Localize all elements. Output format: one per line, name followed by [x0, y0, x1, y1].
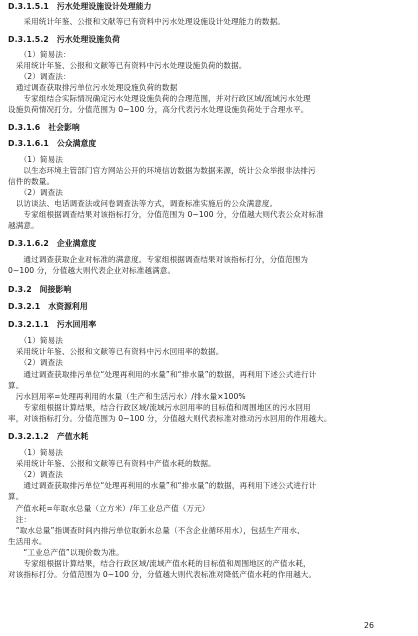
body-text-line: 设施负荷情况打分。分值范围为 0~100 分，高分代表污水处理设施负荷处于合理水平。	[8, 105, 309, 114]
body-text-line: （2）调查法	[8, 470, 63, 479]
body-text-line: “工业总产值”以现价数为准。	[8, 548, 124, 557]
page-number: 26	[364, 621, 374, 630]
body-text-line: （1）简易法	[8, 336, 63, 345]
body-text-line: （2）调查法：	[8, 72, 71, 81]
section-heading: D.3.1.5.2 污水处理设施负荷	[8, 35, 120, 44]
body-text-line: 污水回用率=处理再利用的水量（生产和生活污水）/排水量×100%	[8, 392, 246, 401]
body-text-line: 0~100 分，分值越大则代表企业对标准越满意。	[8, 266, 176, 275]
body-text-line: 算。	[8, 381, 24, 390]
body-text-line: （1）简易法	[8, 448, 63, 457]
body-text-line: 注：	[8, 515, 32, 524]
body-text-line: 通过调查获取企业对标准的满意度。专家组根据调查结果对该指标打分，分值范围为	[8, 255, 309, 264]
section-heading: D.3.1.6.2 企业满意度	[8, 239, 97, 248]
body-text-line: （2）调查法	[8, 358, 63, 367]
section-heading: D.3.2.1.2 产值水耗	[8, 432, 89, 441]
section-heading: D.3.2.1 水资源利用	[8, 302, 88, 311]
body-text-line: 采用统计年鉴、公报和文献等已有资料中产值水耗的数据。	[8, 459, 216, 468]
section-heading: D.3.1.6 社会影响	[8, 123, 80, 132]
body-text-line: 采用统计年鉴、公报和文献等已有资料中污水回用率的数据。	[8, 347, 224, 356]
body-text-line: 生活用水。	[8, 537, 47, 546]
section-heading: D.3.2 间接影响	[8, 285, 72, 294]
section-heading: D.3.1.6.1 公众满意度	[8, 139, 97, 148]
body-text-line: （1）简易法：	[8, 50, 71, 59]
body-text-line: 通过调查获取排污单位“处理再利用的水量”和“排水量”的数据，再利用下述公式进行计	[8, 370, 317, 379]
body-text-line: 以生态环境主管部门官方网站公开的环境信访数据为数据来源，统计公众举报非法排污	[8, 166, 316, 175]
body-text-line: 采用统计年鉴、公报和文献等已有资料中污水处理设施负荷的数据。	[8, 61, 247, 70]
body-text-line: 越满意。	[8, 221, 39, 230]
body-text-line: 专家组根据调查结果对该指标打分，分值范围为 0~100 分，分值越大则代表公众对标准	[8, 210, 324, 219]
body-text-line: 产值水耗=年取水总量（立方米）/年工业总产值（万元）	[8, 504, 210, 513]
body-text-line: 专家组根据计算结果，结合行政区域/流域污水回用率的目标值和周围地区的污水回用	[8, 403, 311, 412]
body-text-line: 对该指标打分。分值范围为 0~100 分，分值越大则代表标准对降低产值水耗的作用越大。	[8, 570, 317, 579]
body-text-line: 通过调查获取排污单位“处理再利用的水量”和“排水量”的数据，再利用下述公式进行计	[8, 481, 317, 490]
section-heading: D.3.1.5.1 污水处理设施设计处理能力	[8, 2, 152, 11]
body-text-line: 专家组根据计算结果，结合行政区域/流域产值水耗的目标值和周围地区的产值水耗，	[8, 559, 311, 568]
body-text-line: “取水总量”指调查时间内排污单位取新水总量（不含企业循环用水），包括生产用水、	[8, 526, 305, 535]
body-text-line: 信件的数量。	[8, 177, 55, 186]
body-text-line: 率，对该指标打分。分值范围为 0~100 分，分值越大则代表标准对推动污水回用的作用越大。	[8, 414, 332, 423]
body-text-line: 算。	[8, 492, 24, 501]
body-text-line: （1）简易法	[8, 155, 63, 164]
body-text-line: 专家组结合实际情况确定污水处理设施负荷的合理范围，并对行政区域/流域污水处理	[8, 94, 311, 103]
body-text-line: （2）调查法	[8, 188, 63, 197]
body-text-line: 通过调查获取排污单位污水处理设施负荷的数据	[8, 83, 178, 92]
body-text-line: 以访谈法、电话调查法或问卷调查法等方式，调查标准实施后的公众满意度。	[8, 199, 278, 208]
section-heading: D.3.2.1.1 污水回用率	[8, 320, 97, 329]
body-text-line: 采用统计年鉴、公报和文献等已有资料中污水处理设施设计处理能力的数据。	[8, 17, 285, 26]
